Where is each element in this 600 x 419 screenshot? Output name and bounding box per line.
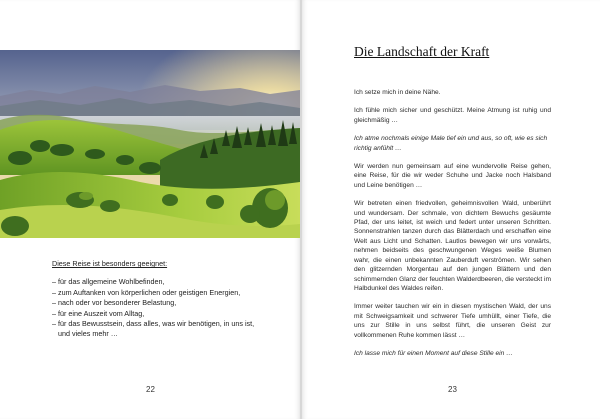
chapter-body — [354, 88, 551, 367]
suitability-item: – für das allgemeine Wohlbefinden, — [52, 277, 165, 287]
suitability-item: – für eine Auszeit vom Alltag, — [52, 308, 145, 318]
suitability-list — [52, 259, 272, 340]
paragraph-italic: Ich lasse mich für einen Moment auf diese Stille ein … — [354, 349, 513, 357]
page-number-right: 23 — [448, 385, 457, 394]
paragraph: Wir werden nun gemeinsam auf eine wundervolle Reise gehen, eine Reise, für die wir weder Schuhe und Jacke noch Halsband und Leine benötigen … — [354, 163, 551, 189]
suitability-item: – nach oder vor besonderer Belastung, — [52, 298, 177, 308]
chapter-title: Die Landschaft der Kraft — [354, 44, 490, 59]
paragraph-italic: Ich atme nochmals einige Male tief ein und aus, so oft, wie es sich richtig anfühlt … — [354, 135, 548, 152]
suitability-item: – zum Auftanken von körperlichen oder geistigen Energien, — [52, 287, 241, 297]
paragraph: Ich fühle mich sicher und geschützt. Meine Atmung ist ruhig und gleichmäßig … — [354, 107, 551, 124]
paragraph: Wir betreten einen friedvollen, geheimnisvollen Wald, unberührt und wundersam. Der schmale, von dichtem Bewuchs gesäumte Pfad, der uns leitet, ist weich und federt unter unseren Schritten. Sonnenstrahlen tanzen durch das Blätterdach und erschaffen eine Welt aus Licht und Schatten. Lautlos bewegen wir uns vorwärts, nehmen beidseits des geschwungenen Weges weiße Blumen wahr, die einen unbekannten Zauberduft verströmen. Wir sehen den glitzernden Morgentau auf den jungen Blättern und den schimmernden Glanz der feuchten Walderdbeeren, die versteckt im Halbdunkel des Waldes reifen. — [354, 200, 551, 292]
suitability-item: – für das Bewusstsein, dass alles, was wir benötigen, in uns ist, — [52, 319, 255, 329]
page-number-left: 22 — [146, 385, 155, 394]
paragraph: Immer weiter tauchen wir ein in diesen mystischen Wald, der uns mit Schweigsamkeit und schwerer Tiefe umhüllt, einer Tiefe, die uns zur Stille in uns selbst führt, die unseren Geist zur vollkommenen Ruhe kommen lässt … — [354, 303, 551, 339]
paragraph: Ich setze mich in deine Nähe. — [354, 89, 441, 96]
suitability-item: und vieles mehr … — [58, 329, 118, 339]
landscape-photo — [0, 50, 300, 238]
suitability-heading: Diese Reise ist besonders geeignet: — [52, 259, 168, 268]
